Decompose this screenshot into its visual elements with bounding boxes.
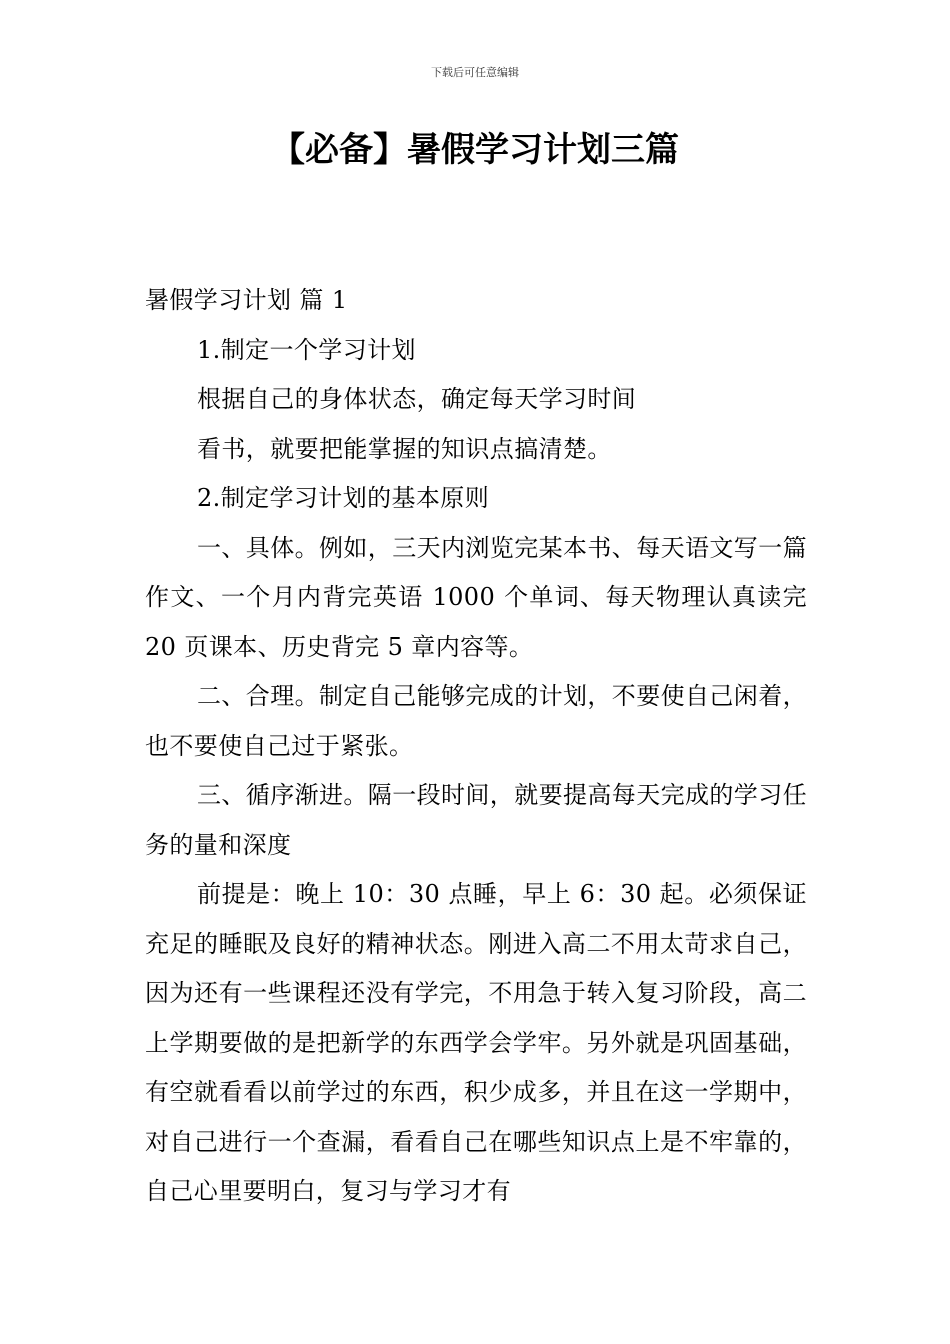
header-note: 下载后可任意编辑 xyxy=(431,66,519,79)
section-heading: 暑假学习计划 篇 1 xyxy=(145,286,348,314)
paragraph-principle-reasonable: 二、合理。制定自己能够完成的计划，不要使自己闲着，也不要使自己过于紧张。 xyxy=(145,682,807,760)
paragraph-body-status: 根据自己的身体状态，确定每天学习时间 xyxy=(197,385,637,413)
paragraph-reading: 看书，就要把能掌握的知识点搞清楚。 xyxy=(197,434,612,463)
document-body xyxy=(145,276,807,1217)
document-title: 【必备】暑假学习计划三篇 xyxy=(271,130,679,170)
paragraph-premise: 前提是：晚上 10：30 点睡，早上 6：30 起。必须保证充足的睡眠及良好的精神状态。刚进入高二不用太苛求自己，因为还有一些课程还没有学完，不用急于转入复习阶段，高二上学期要做的是把新学的东西学会学牢。另外就是巩固基础，有空就看看以前学过的东西，积少成多，并且在这一学期中，对自己进行一个查漏，看看自己在哪些知识点上是不牢靠的，自己心里要明白，复习与学习才有 xyxy=(145,880,807,1205)
paragraph-principle-gradual: 三、循序渐进。隔一段时间，就要提高每天完成的学习任务的量和深度 xyxy=(145,781,807,859)
paragraph-principle-specific: 一、具体。例如，三天内浏览完某本书、每天语文写一篇作文、一个月内背完英语 1000 个单词、每天物理认真读完 20 页课本、历史背完 5 章内容等。 xyxy=(145,533,807,661)
paragraph-step-1: 1.制定一个学习计划 xyxy=(197,335,416,364)
paragraph-step-2: 2.制定学习计划的基本原则 xyxy=(197,484,490,512)
